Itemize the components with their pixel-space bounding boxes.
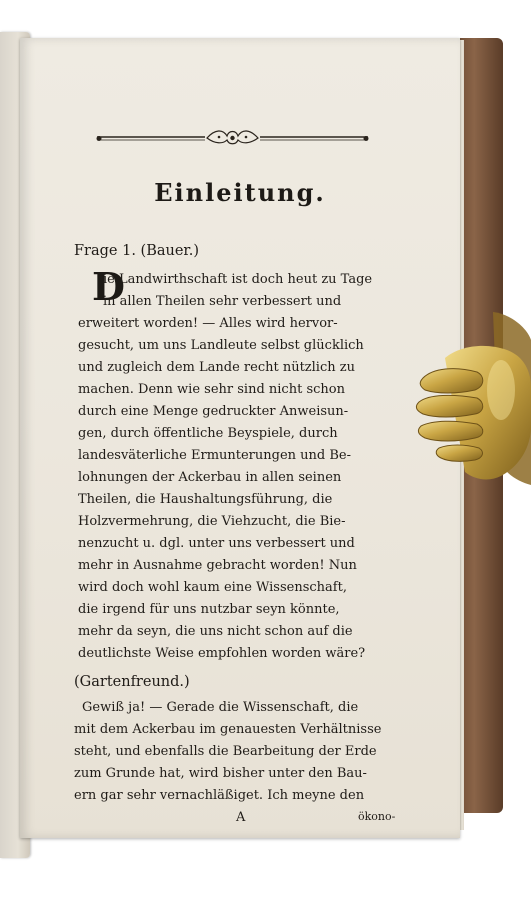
text-line: deutlichste Weise empfohlen worden wäre? [78,646,366,661]
text-line: Theilen, die Haushaltungsführung, die [78,492,333,507]
catchword: ökono- [358,810,396,823]
text-line: erweitert worden! — Alles wird hervor- [78,316,338,331]
text-line: mehr da seyn, die uns nicht schon auf die [78,624,353,639]
text-line: und zugleich dem Lande recht nützlich zu [78,360,355,375]
text-line: landesväterliche Ermunterungen und Be- [78,448,351,463]
drop-cap: D [92,264,125,309]
text-line: wird doch wohl kaum eine Wissenschaft, [78,580,347,595]
text-line: die irgend für uns nutzbar seyn könnte, [78,602,340,617]
text-line: durch eine Menge gedruckter Anweisun- [78,404,349,419]
text-line: mehr in Ausnahme gebracht worden! Nun [78,558,357,573]
text-line: Gewiß ja! — Gerade die Wissenschaft, die [82,700,359,715]
text-line: steht, und ebenfalls die Bearbeitung der Erde [74,744,377,759]
text-line: zum Grunde hat, wird bisher unter den Bau- [74,766,367,781]
speaker-label-gardener: (Gartenfreund.) [74,674,190,690]
text-line: nenzucht u. dgl. unter uns verbessert und [78,536,355,551]
signature-mark: A [236,810,246,825]
ornament-rule-icon [95,127,370,145]
brass-hand-bookholder-icon [415,310,531,485]
text-line: lohnungen der Ackerbau in allen seinen [78,470,342,485]
text-line: mit dem Ackerbau im genauesten Verhältnisse [74,722,382,737]
chapter-heading: Einleitung. [154,178,326,207]
text-line: in allen Theilen sehr verbessert und [103,294,342,309]
speaker-label-farmer: Frage 1. (Bauer.) [74,243,200,259]
text-line: Holzvermehrung, die Viehzucht, die Bie- [78,514,346,529]
text-line: gesucht, um uns Landleute selbst glücklich [78,338,364,353]
text-line: machen. Denn wie sehr sind nicht schon [78,382,345,397]
text-line: gen, durch öffentliche Beyspiele, durch [78,426,338,441]
book-page [20,38,460,838]
text-line: ie Landwirthschaft ist doch heut zu Tage [103,272,373,287]
text-line: ern gar sehr vernachläßiget. Ich meyne den [74,788,365,803]
